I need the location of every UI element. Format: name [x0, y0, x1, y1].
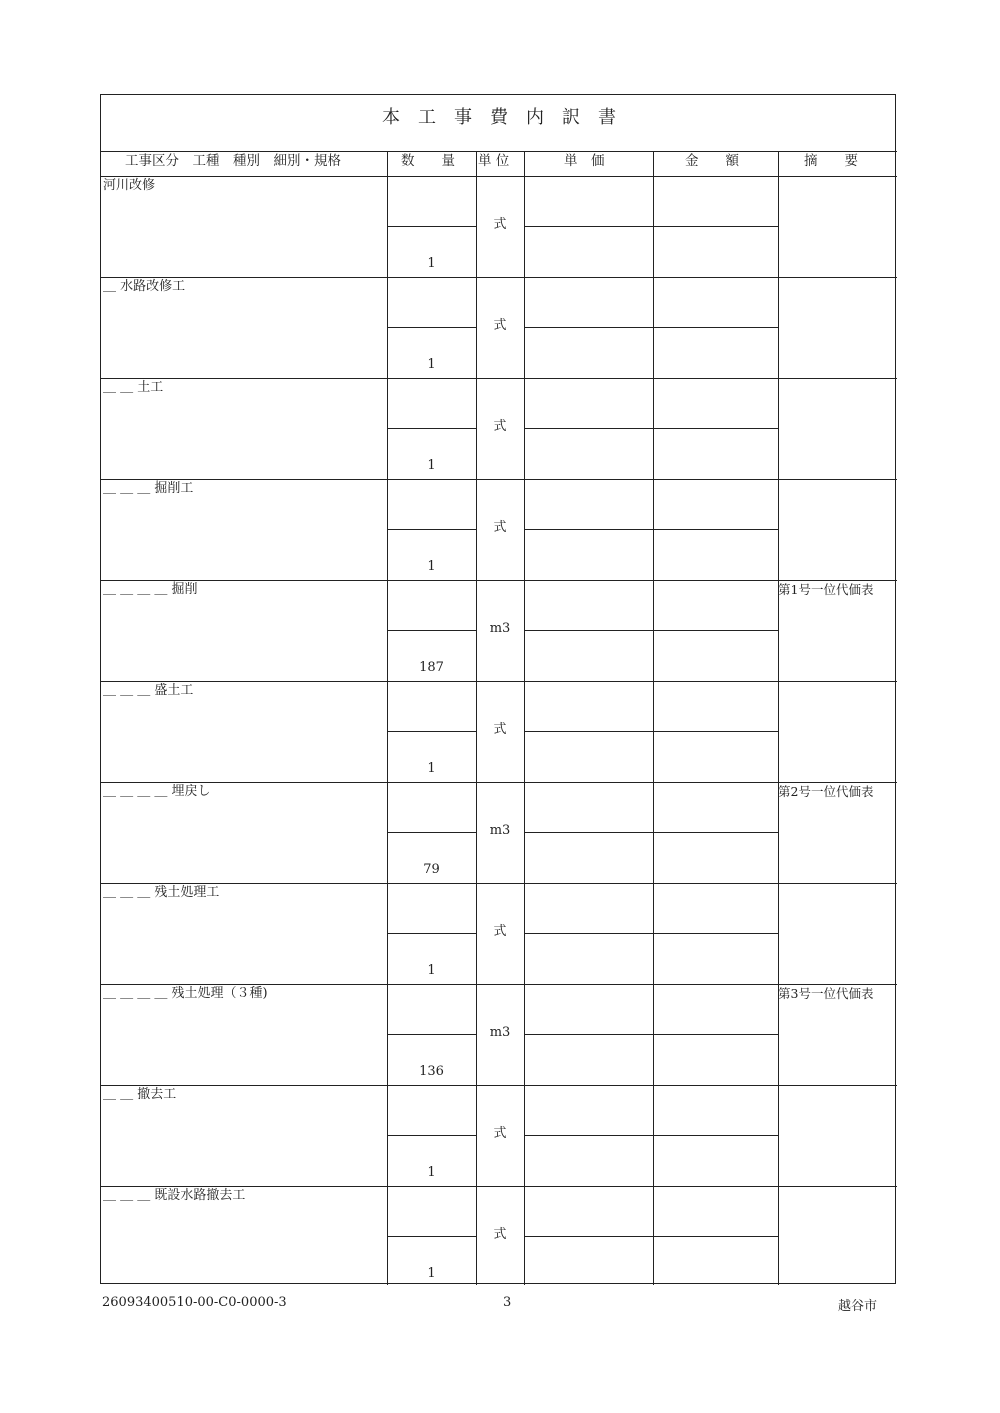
- cost-breakdown-sheet: [100, 94, 896, 1284]
- item-unit: 式: [493, 419, 507, 434]
- document-title: 本 工 事 費 内 訳 書: [382, 107, 616, 128]
- column-separator: [653, 151, 654, 1285]
- row-mid-divider: [653, 1135, 778, 1136]
- item-name: ＿ ＿ ＿ 盛土工: [103, 683, 194, 698]
- row-mid-divider: [387, 731, 476, 732]
- item-unit: m3: [489, 621, 511, 636]
- item-unit: 式: [493, 722, 507, 737]
- header-unit: 単 位: [478, 153, 510, 169]
- item-remarks: 第2号一位代価表: [778, 784, 874, 799]
- item-quantity: 1: [427, 559, 436, 574]
- header-name: 工事区分 工種 種別 細別・規格: [125, 153, 341, 169]
- header-amount: 金 額: [685, 153, 739, 169]
- row-mid-divider: [653, 1236, 778, 1237]
- row-divider: [101, 277, 897, 278]
- row-mid-divider: [653, 327, 778, 328]
- item-name: ＿ ＿ ＿ 残土処理工: [103, 885, 220, 900]
- row-mid-divider: [387, 226, 476, 227]
- item-quantity: 79: [423, 862, 440, 877]
- item-unit: 式: [493, 217, 507, 232]
- column-separator: [524, 151, 525, 1285]
- item-quantity: 1: [427, 1165, 436, 1180]
- row-mid-divider: [653, 529, 778, 530]
- header-remarks: 摘 要: [804, 153, 858, 169]
- item-unit: m3: [489, 823, 511, 838]
- row-mid-divider: [524, 832, 653, 833]
- row-divider: [101, 580, 897, 581]
- page-number: 3: [503, 1295, 512, 1310]
- item-remarks: 第3号一位代価表: [778, 986, 874, 1001]
- item-name: ＿ ＿ ＿ 既設水路撤去工: [103, 1188, 246, 1203]
- row-mid-divider: [524, 428, 653, 429]
- item-name: ＿ 水路改修工: [103, 279, 186, 294]
- row-mid-divider: [653, 226, 778, 227]
- item-remarks: 第1号一位代価表: [778, 582, 874, 597]
- item-name: ＿ ＿ 撤去工: [103, 1087, 177, 1102]
- row-mid-divider: [387, 1236, 476, 1237]
- row-mid-divider: [653, 832, 778, 833]
- row-mid-divider: [387, 832, 476, 833]
- row-mid-divider: [387, 1034, 476, 1035]
- row-mid-divider: [653, 630, 778, 631]
- item-quantity: 1: [427, 458, 436, 473]
- item-name: ＿ ＿ ＿ ＿ 掘削: [103, 582, 198, 597]
- row-mid-divider: [524, 630, 653, 631]
- document-code: 26093400510-00-C0-0000-3: [102, 1295, 287, 1310]
- row-mid-divider: [524, 1034, 653, 1035]
- row-mid-divider: [524, 731, 653, 732]
- row-divider: [101, 1085, 897, 1086]
- row-mid-divider: [524, 529, 653, 530]
- row-mid-divider: [524, 226, 653, 227]
- item-unit: 式: [493, 1126, 507, 1141]
- row-mid-divider: [524, 327, 653, 328]
- header-quantity: 数 量: [401, 153, 455, 169]
- item-quantity: 1: [427, 1266, 436, 1281]
- item-name: ＿ ＿ ＿ ＿ 埋戻し: [103, 784, 211, 799]
- row-mid-divider: [524, 933, 653, 934]
- item-unit: 式: [493, 924, 507, 939]
- column-separator: [476, 151, 477, 1285]
- item-unit: m3: [489, 1025, 511, 1040]
- item-quantity: 1: [427, 963, 436, 978]
- city-name: 越谷市: [838, 1299, 878, 1314]
- row-divider: [101, 782, 897, 783]
- row-mid-divider: [524, 1236, 653, 1237]
- row-divider: [101, 378, 897, 379]
- item-quantity: 187: [419, 660, 444, 675]
- row-mid-divider: [387, 529, 476, 530]
- column-separator: [387, 151, 388, 1285]
- item-unit: 式: [493, 318, 507, 333]
- item-quantity: 1: [427, 256, 436, 271]
- item-quantity: 1: [427, 761, 436, 776]
- item-unit: 式: [493, 1227, 507, 1242]
- row-mid-divider: [387, 1135, 476, 1136]
- row-divider: [101, 681, 897, 682]
- row-mid-divider: [387, 933, 476, 934]
- row-mid-divider: [653, 1034, 778, 1035]
- row-divider: [101, 984, 897, 985]
- row-mid-divider: [387, 327, 476, 328]
- header-unit-price: 単 価: [564, 153, 605, 169]
- item-name: ＿ ＿ ＿ 掘削工: [103, 481, 194, 496]
- item-unit: 式: [493, 520, 507, 535]
- item-name: 河川改修: [103, 178, 156, 193]
- row-divider: [101, 1186, 897, 1187]
- row-mid-divider: [387, 428, 476, 429]
- item-quantity: 136: [419, 1064, 444, 1079]
- row-mid-divider: [524, 1135, 653, 1136]
- column-separator: [778, 151, 779, 1285]
- row-mid-divider: [387, 630, 476, 631]
- item-name: ＿ ＿ 土工: [103, 380, 164, 395]
- item-quantity: 1: [427, 357, 436, 372]
- item-name: ＿ ＿ ＿ ＿ 残土処理（３種): [103, 986, 268, 1001]
- row-divider: [101, 479, 897, 480]
- row-mid-divider: [653, 731, 778, 732]
- row-mid-divider: [653, 428, 778, 429]
- row-divider: [101, 883, 897, 884]
- row-mid-divider: [653, 933, 778, 934]
